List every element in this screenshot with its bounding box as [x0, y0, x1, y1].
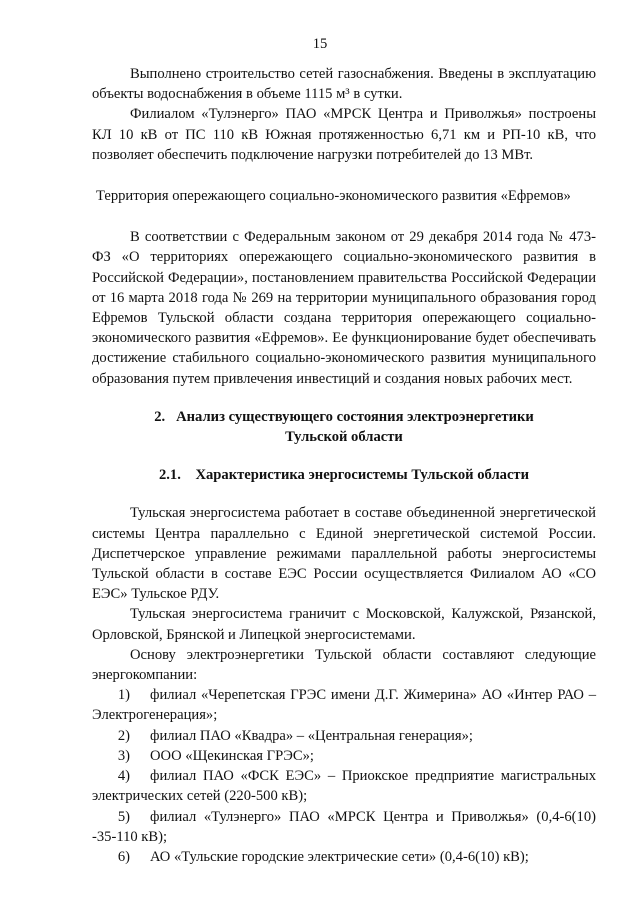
energy-paragraph-2: Тульская энергосистема граничит с Московской, Калужской, Рязанской, Орловской, Брянской и Липецкой энергосистемами.	[92, 606, 596, 643]
tor-paragraph: В соответствии с Федеральным законом от 29 декабря 2014 года № 473-ФЗ «О территориях опережающего социально-экономического развития в Российской Федерации», постановлением правительства Российской Федерации от 16 марта 2018 года № 269 на территории муниципального образования город Ефремов Тульской области создана территория опережающего социально-экономического развития «Ефремов». Ее функционирование будет обеспечивать достижение стабильного социально-экономического развития муниципального образования путем привлечения инвестиций и создания новых рабочих мест.	[92, 229, 596, 387]
intro-paragraph-2: Филиалом «Тулэнерго» ПАО «МРСК Центра и Приволжья» построены КЛ 10 кВ от ПС 110 кВ Южная протяженностью 6,71 км и РП-10 кВ, что позволяет обеспечить подключение нагрузки потребителей до 13 МВт.	[92, 106, 596, 163]
list-item	[92, 766, 596, 806]
list-item-number: 1)	[117, 687, 130, 704]
company-list	[92, 685, 596, 867]
list-item-number: 5)	[117, 808, 130, 825]
list-item-number: 3)	[117, 747, 130, 764]
list-item-text: филиал «Черепетская ГРЭС имени Д.Г. Жимерина» АО «Интер РАО – Электрогенерация»;	[92, 687, 596, 724]
list-item	[92, 746, 596, 766]
section-heading-line-1: 2. Анализ существующего состояния электроэнергетики	[154, 408, 534, 425]
intro-paragraph-1: Выполнено строительство сетей газоснабжения. Введены в эксплуатацию объекты водоснабжения в объеме 1115 м³ в сутки.	[92, 66, 596, 103]
list-item-text: филиал ПАО «ФСК ЕЭС» – Приокское предприятие магистральных электрических сетей (220-500 кВ);	[92, 768, 596, 805]
list-item	[92, 847, 596, 867]
list-item	[92, 685, 596, 725]
tor-title: Территория опережающего социально-экономического развития «Ефремов»	[96, 188, 571, 205]
list-item-number: 2)	[117, 727, 130, 744]
energy-paragraph-1: Тульская энергосистема работает в составе объединенной энергетической системы Центра параллельно с Единой энергетической системой России. Диспетчерское управление режимами параллельной работы энергосистемы Тульской области в составе ЕЭС России осуществляется Филиалом АО «СО ЕЭС» Тульское РДУ.	[92, 505, 596, 603]
list-item	[92, 726, 596, 746]
list-item-text: ООО «Щекинская ГРЭС»;	[150, 747, 314, 764]
list-item-text: филиал ПАО «Квадра» – «Центральная генерация»;	[150, 727, 473, 744]
page-number: 15	[312, 36, 328, 52]
section-heading	[92, 407, 596, 447]
list-item	[92, 807, 596, 847]
section-heading-line-2: Тульской области	[285, 429, 403, 446]
subsection-heading: 2.1. Характеристика энергосистемы Тульской области	[158, 467, 530, 484]
list-item-text: АО «Тульские городские электрические сети» (0,4-6(10) кВ);	[150, 848, 529, 865]
document-body	[92, 64, 596, 867]
list-item-text: филиал «Тулэнерго» ПАО «МРСК Центра и Приволжья» (0,4-6(10) -35-110 кВ);	[92, 808, 596, 845]
energy-paragraph-3: Основу электроэнергетики Тульской области составляют следующие энергокомпании:	[92, 646, 596, 684]
list-item-number: 4)	[117, 768, 130, 785]
list-item-number: 6)	[117, 848, 130, 865]
